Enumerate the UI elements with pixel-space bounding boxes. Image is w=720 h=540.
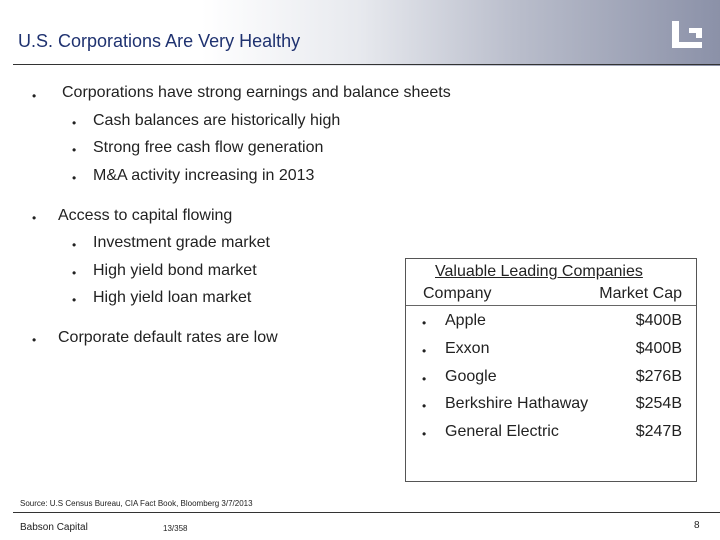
- company-market-cap: $247B: [635, 423, 682, 440]
- header-rule: [13, 64, 720, 65]
- sub-bullet-cash: Cash balances are historically high: [93, 112, 341, 129]
- sub-bullet-hy-bond: High yield bond market: [93, 262, 257, 279]
- bullet-earnings: Corporations have strong earnings and balance sheets: [62, 84, 451, 101]
- list-bullet: •: [422, 316, 427, 330]
- sub-bullet-free-cash-flow: Strong free cash flow generation: [93, 139, 324, 156]
- list-bullet: •: [422, 427, 427, 441]
- bullet-default-rates: Corporate default rates are low: [58, 329, 278, 346]
- company-market-cap: $254B: [635, 395, 682, 412]
- page-number: 8: [694, 520, 700, 531]
- bullet-marker: •: [32, 89, 37, 103]
- source-note: Source: U.S Census Bureau, CIA Fact Book, Bloomberg 3/7/2013: [20, 499, 253, 508]
- company-name: General Electric: [445, 423, 559, 440]
- sub-bullet-marker: •: [72, 171, 77, 185]
- sub-bullet-marker: •: [72, 293, 77, 307]
- sub-bullet-marker: •: [72, 238, 77, 252]
- footer-code: 13/358: [163, 524, 188, 533]
- sub-bullet-hy-loan: High yield loan market: [93, 289, 252, 306]
- bullet-marker: •: [32, 333, 37, 347]
- bullet-capital: Access to capital flowing: [58, 207, 233, 224]
- bullet-marker: •: [32, 211, 37, 225]
- company-name: Apple: [445, 312, 486, 329]
- page-title: U.S. Corporations Are Very Healthy: [18, 31, 301, 51]
- company-name: Exxon: [445, 340, 490, 357]
- babson-bracket-logo-icon: [670, 19, 704, 49]
- company-name: Google: [445, 368, 497, 385]
- sub-bullet-marker: •: [72, 266, 77, 280]
- sub-bullet-ma-activity: M&A activity increasing in 2013: [93, 167, 315, 184]
- company-market-cap: $400B: [635, 340, 682, 357]
- company-name: Berkshire Hathaway: [445, 395, 589, 412]
- list-bullet: •: [422, 344, 427, 358]
- sub-bullet-marker: •: [72, 116, 77, 130]
- sub-bullet-marker: •: [72, 143, 77, 157]
- column-header-market-cap: Market Cap: [599, 285, 682, 302]
- company-market-cap: $400B: [635, 312, 682, 329]
- footer-rule: [13, 512, 720, 513]
- sub-bullet-investment-grade: Investment grade market: [93, 234, 270, 251]
- panel-divider: [406, 305, 696, 306]
- company-market-cap: $276B: [635, 368, 682, 385]
- list-bullet: •: [422, 372, 427, 386]
- footer-company: Babson Capital: [20, 522, 88, 533]
- panel-title: Valuable Leading Companies: [435, 263, 643, 280]
- list-bullet: •: [422, 399, 427, 413]
- column-header-company: Company: [423, 285, 492, 302]
